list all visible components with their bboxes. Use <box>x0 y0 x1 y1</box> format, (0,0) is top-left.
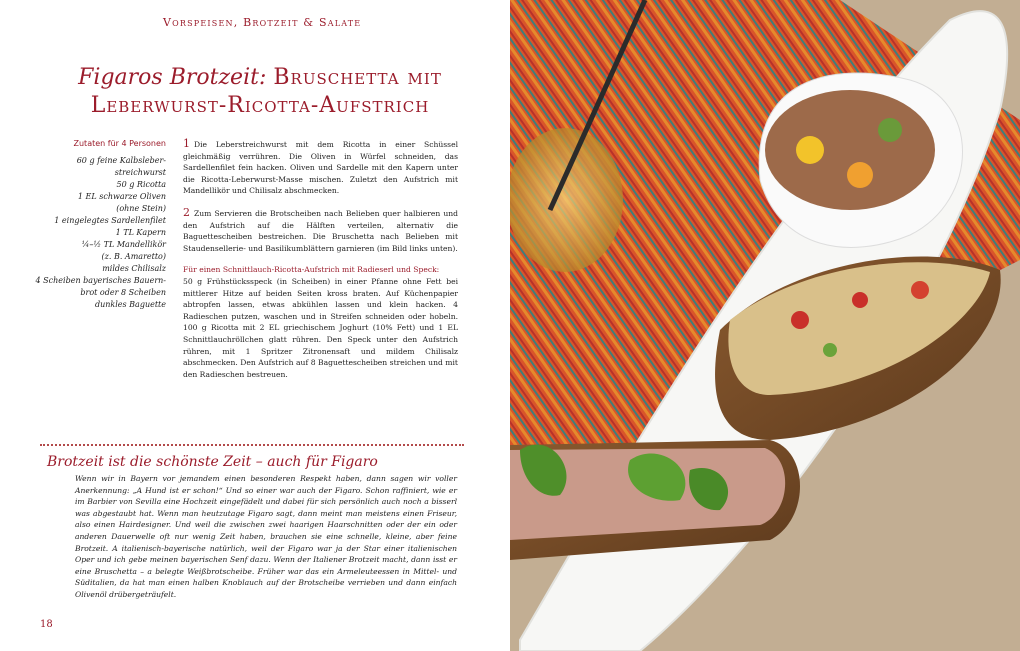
step-text: Die Leberstreichwurst mit dem Ricotta in einer Schüssel gleichmäßig verrühren. Die Oliven in Würfel schneiden, das Sardellenfilet fein hacken. Oliven und Sardelle mit den Kapern unter die Ricotta-Leberwurst-Masse mischen. Zuletzt den Aufstrich mit Mandellikör und Chilisalz abschmecken. <box>183 140 458 196</box>
tomato-piece <box>791 311 809 329</box>
instructions <box>183 138 458 390</box>
title-italic: Figaros Brotzeit: <box>78 65 267 90</box>
ingredient-line: 1 EL schwarze Oliven <box>77 192 166 201</box>
octopus-salad <box>765 90 935 210</box>
ingredients-heading: Zutaten für 4 Personen <box>73 139 166 148</box>
oil-glass <box>510 128 623 272</box>
box-text: Wenn wir in Bayern vor jemandem einen besonderen Respekt haben, dann sagen wir voller Anerkennung: „A Hund ist er schon!“ Und so einer war auch der Figaro. Schon raffiniert, wie er im Barbier von Sevilla eine Hochzeit eingefädelt und dabei für sich persönlich auch noch a bisserl was abgestaubt hat. Wenn man heutzutage Figaro sagt, dann meint man meistens einen Friseur, also einen Hairdesigner. Und weil die zwischen zwei haarigen Haarschnitten oder der ein oder anderen Dauerwelle oft nur wenig Zeit haben, brauchen sie eine schnelle, kleine, aber feine Brotzeit. A italienisch-bayerische natürlich, weil der Figaro war ja der Star einer italienischen Oper und ich gebe meinen bayerischen Senf dazu. Wenn der Italiener Brotzeit macht, dann isst er eine Bruschetta – a belegte Weißbrotscheibe. Früher war das ein Armeleuteessen in Mittel- und Süditalien, da hat man einen halben Knoblauch auf der Brotscheibe verrieben und dann einfach Olivenöl drübergeträufelt. <box>75 474 457 599</box>
step-text: Zum Servieren die Brotscheiben nach Belieben quer halbieren und den Aufstrich auf die Hälften verteilen, alternativ die Baguettescheiben bestreichen. Die Bruschetta nach Belieben mit Staudensellerie- und Basilikumblättern garnieren (im Bild links unten). <box>183 208 458 253</box>
step-1 <box>183 138 458 197</box>
variation <box>183 264 458 380</box>
tomato-piece <box>911 281 929 299</box>
ingredient-line: 1 eingelegtes Sardellenfilet <box>54 216 166 225</box>
pepper-piece <box>847 162 873 188</box>
title-caps: Bruschetta mit Leberwurst-Ricotta-Aufstrich <box>90 65 442 118</box>
ingredient-line: 1 TL Kapern <box>115 228 166 237</box>
food-photo-illustration <box>510 0 1020 651</box>
ingredient-line: (z. B. Amaretto) <box>101 252 166 261</box>
ingredient-line: dunkles Baguette <box>94 300 166 309</box>
box-title: Brotzeit ist die schönste Zeit – auch für Figaro <box>47 454 378 470</box>
ingredient-line: 4 Scheiben bayerisches Bauern- <box>35 276 166 285</box>
food-photo <box>510 0 1020 651</box>
step-number: 1 <box>183 137 190 150</box>
variation-title: Für einen Schnittlauch-Ricotta-Aufstrich mit Radieserl und Speck: <box>183 265 440 275</box>
ingredient-line: streichwurst <box>114 168 166 177</box>
tomato-piece <box>852 292 868 308</box>
herb-piece <box>823 343 837 357</box>
ingredient-line: ¼–½ TL Mandellikör <box>81 240 166 249</box>
pepper-piece <box>796 136 824 164</box>
box-divider <box>40 444 464 446</box>
section-header: Vorspeisen, Brotzeit & Salate <box>163 16 362 29</box>
ingredient-line: 60 g feine Kalbsleber- <box>76 156 166 165</box>
ingredient-line: 50 g Ricotta <box>116 180 166 189</box>
bean <box>878 118 902 142</box>
ingredient-line: mildes Chilisalz <box>102 264 166 273</box>
step-2 <box>183 207 458 254</box>
ingredients-list <box>30 155 166 311</box>
ingredient-line: brot oder 8 Scheiben <box>80 288 166 297</box>
variation-text: 50 g Frühstücksspeck (in Scheiben) in einer Pfanne ohne Fett bei mittlerer Hitze auf beiden Seiten kross braten. Auf Küchenpapier abtropfen lassen, etwas abkühlen lassen und klein hacken. 4 Radieschen putzen, waschen und in Streifen schneiden oder hobeln. 100 g Ricotta mit 2 EL griechischem Joghurt (10% Fett) und 1 EL Schnittlauchröllchen glatt rühren. Den Speck unter den Aufstrich rühren, mit 1 Spritzer Zitronensaft und mildem Chilisalz abschmecken. Den Aufstrich auf 8 Baguettescheiben streichen und mit den Radieschen bestreuen. <box>183 276 458 379</box>
ingredient-line: (ohne Stein) <box>116 204 166 213</box>
step-number: 2 <box>183 205 190 219</box>
page-number: 18 <box>40 619 53 630</box>
recipe-title <box>40 64 480 120</box>
